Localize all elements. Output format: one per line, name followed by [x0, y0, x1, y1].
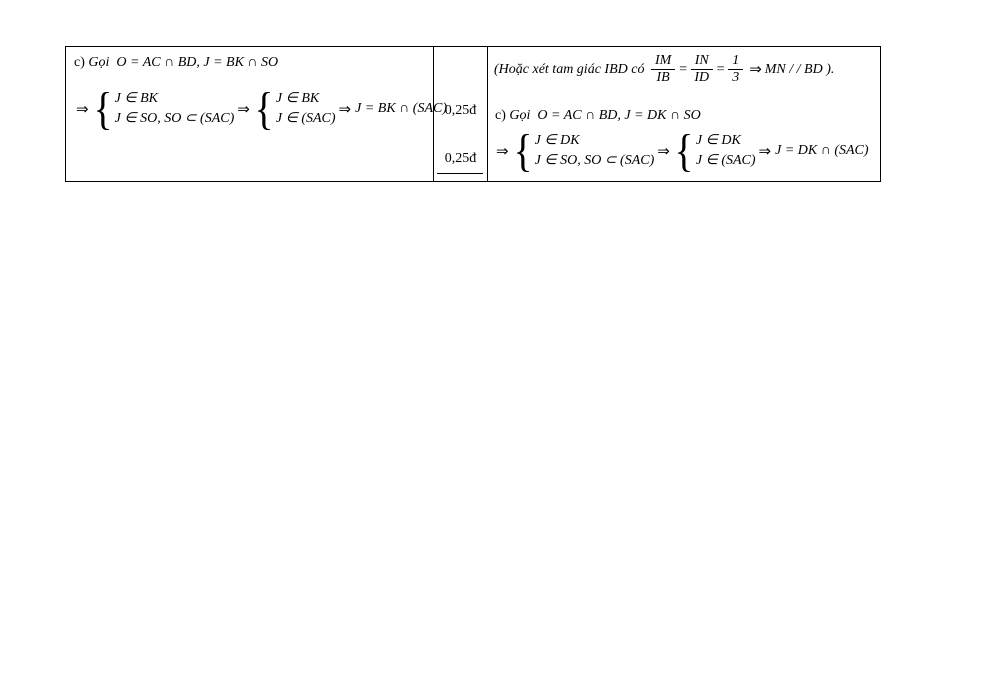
- right-derivation: [493, 127, 869, 175]
- implies-symbol: ⇒: [657, 143, 670, 160]
- fraction: [651, 53, 675, 86]
- condition-row: J ∈ SO, SO ⊂ (SAC): [114, 111, 235, 126]
- equals-sign: =: [678, 61, 688, 77]
- implies-symbol: ⇒: [758, 143, 772, 160]
- condition-row: J ∈ SO, SO ⊂ (SAC): [534, 153, 655, 168]
- fraction-numerator: IN: [691, 53, 713, 70]
- fraction-denominator: IB: [656, 70, 670, 85]
- fraction-numerator: 1: [728, 53, 743, 70]
- left-brace-glyph: {: [513, 125, 533, 176]
- equals-sign: =: [715, 61, 726, 77]
- condition-stack: [115, 89, 235, 129]
- implies-symbol: ⇒: [76, 101, 89, 118]
- condition-stack: [276, 89, 336, 129]
- fraction: [728, 53, 743, 86]
- right-solution-heading: [495, 107, 701, 125]
- left-brace-glyph: {: [93, 83, 113, 134]
- condition-stack: [535, 131, 655, 171]
- condition-row: J ∈ DK: [534, 133, 580, 148]
- left-solution-heading: [74, 54, 278, 72]
- condition-stack: [696, 131, 756, 171]
- left-brace-glyph: {: [674, 125, 694, 176]
- condition-row: J ∈ BK: [275, 91, 320, 106]
- answer-key-table: [65, 46, 881, 182]
- note-prefix: (Hoặc xét tam giác IBD có: [494, 61, 648, 77]
- condition-row: J ∈ DK: [695, 133, 741, 148]
- conclusion-text: J = BK ∩ (SAC): [355, 101, 447, 116]
- heading-math-text: Gọi O = AC ∩ BD, J = BK ∩ SO: [88, 55, 279, 70]
- condition-row: J ∈ BK: [114, 91, 158, 106]
- implies-symbol: ⇒: [338, 101, 352, 118]
- fraction: [691, 53, 713, 86]
- item-label: c): [495, 108, 510, 123]
- fraction-denominator: ID: [694, 70, 710, 85]
- left-derivation: [73, 85, 447, 133]
- implies-symbol: ⇒: [496, 143, 509, 160]
- marks-underline: [437, 173, 483, 174]
- note-suffix: MN / / BD ).: [764, 61, 835, 77]
- mark-value: 0,25đ: [444, 151, 477, 166]
- condition-row: J ∈ (SAC): [695, 153, 756, 168]
- fraction-denominator: 3: [732, 70, 740, 85]
- condition-row: J ∈ (SAC): [275, 111, 336, 126]
- fraction-numerator: IM: [651, 53, 675, 70]
- heading-math-text: Gọi O = AC ∩ BD, J = DK ∩ SO: [509, 108, 701, 123]
- item-label: c): [74, 55, 89, 70]
- implies-symbol: ⇒: [237, 101, 250, 118]
- implies-symbol: ⇒: [749, 62, 762, 78]
- conclusion-text: J = DK ∩ (SAC): [775, 143, 869, 158]
- column-divider-right: [487, 47, 488, 181]
- mark-value: 0,25đ: [444, 103, 477, 118]
- left-brace-glyph: {: [254, 83, 274, 134]
- alternate-note: [494, 53, 834, 86]
